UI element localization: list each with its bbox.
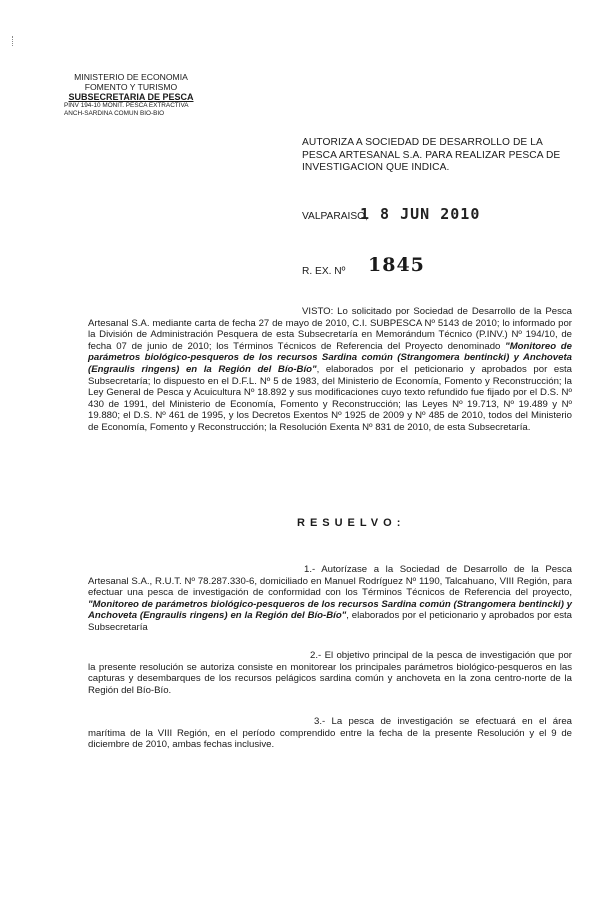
visto-project-title: "Monitoreo de parámetros biológico-pesqueros de los recursos Sardina común (Strangomera bentincki) y Anchoveta (Engraulis ringens) en la Región del Bío-Bío" [88, 340, 573, 375]
ministry-line-1: MINISTERIO DE ECONOMIA [74, 72, 188, 82]
place-label: VALPARAISO, [302, 211, 368, 222]
date-stamp: 1 8 JUN 2010 [360, 205, 481, 223]
article-1-text-2: , elaborados por el peticionario y aprobados por esta Subsecretaría [88, 610, 572, 633]
resuelvo-heading: RESUELVO: [297, 517, 406, 529]
scan-mark [12, 36, 17, 46]
article-1-project-title: "Monitoreo de parámetros biológico-pesqueros de los recursos Sardina común (Strangomera bentincki) y Anchoveta (Engraulis ringens) en la Región del Bío-Bío" [88, 598, 572, 622]
resolution-subject: AUTORIZA A SOCIEDAD DE DESARROLLO DE LA PESCA ARTESANAL S.A. PARA REALIZAR PESCA DE INVESTIGACION QUE INDICA. [302, 137, 561, 173]
subsecretaria-title: SUBSECRETARIA DE PESCA [68, 92, 194, 102]
reference-line-2: ANCH-SARDINA COMUN BIO-BIO [64, 109, 165, 117]
article-1 [88, 564, 572, 634]
article-3: 3.- La pesca de investigación se efectuará en el área marítima de la VIII Región, en el período comprendido entre la fecha de la presente Resolución y el 9 de diciembre de 2010, ambas fechas inclusive. [88, 716, 572, 751]
visto-paragraph [88, 306, 572, 434]
resolution-number-label: R. EX. Nº [302, 266, 346, 277]
visto-text-2: , elaborados por el peticionario y aprobados por esta Subsecretaría; lo dispuesto en el D.F.L. Nº 5 de 1983, del Ministerio de Economía, Fomento y Reconstrucción; la Ley General de Pesca y Acuicultura Nº 18.892 y sus modificaciones cuyo texto refundido fue fijado por el D.S. Nº 430 de 1991, del Ministerio de Economía, Fomento y Reconstrucción; las Leyes Nº 19.713, Nº 19.489 y Nº 19.880; el D.S. Nº 461 de 1995, y los Decretos Exentos Nº 1925 de 2009 y Nº 485 de 2010, todos del Ministerio de Economía, Fomento y Reconstrucción; la Resolución Exenta Nº 831 de 2010, de esta Subsecretaría. [88, 363, 573, 433]
resolution-number: 1845 [368, 254, 425, 276]
article-1-text-1: 1.- Autorízase a la Sociedad de Desarrollo de la Pesca Artesanal S.A., R.U.T. Nº 78.287.330-6, domiciliado en Manuel Rodríguez Nº 1190, Talcahuano, VIII Región, para efectuar una pesca de investigación de conformidad con los Términos Técnicos de Referencia del proyecto, [88, 564, 572, 599]
ministry-line-2: FOMENTO Y TURISMO [84, 82, 178, 92]
reference-line-1: PINV 194-10 MONIT. PESCA EXTRACTIVA [64, 102, 189, 109]
article-2: 2.- El objetivo principal de la pesca de investigación que por la presente resolución se autoriza consiste en monitorear los principales parámetros biológico-pesqueros en las capturas y desembarques de los recursos pelágicos sardina común y anchoveta en la zona centro-norte de la Región del Bío-Bío. [88, 650, 572, 696]
visto-text-1: VISTO: Lo solicitado por Sociedad de Desarrollo de la Pesca Artesanal S.A. mediante carta de fecha 27 de mayo de 2010, C.I. SUBPESCA Nº 5143 de 2010; lo informado por la División de Administración Pesquera de esta Subsecretaría en Memorándum Técnico (P.INV.) Nº 194/10, de fecha 07 de junio de 2010; los Términos Técnicos de Referencia del Proyecto denominado [88, 306, 572, 352]
ministry-header [60, 72, 202, 117]
